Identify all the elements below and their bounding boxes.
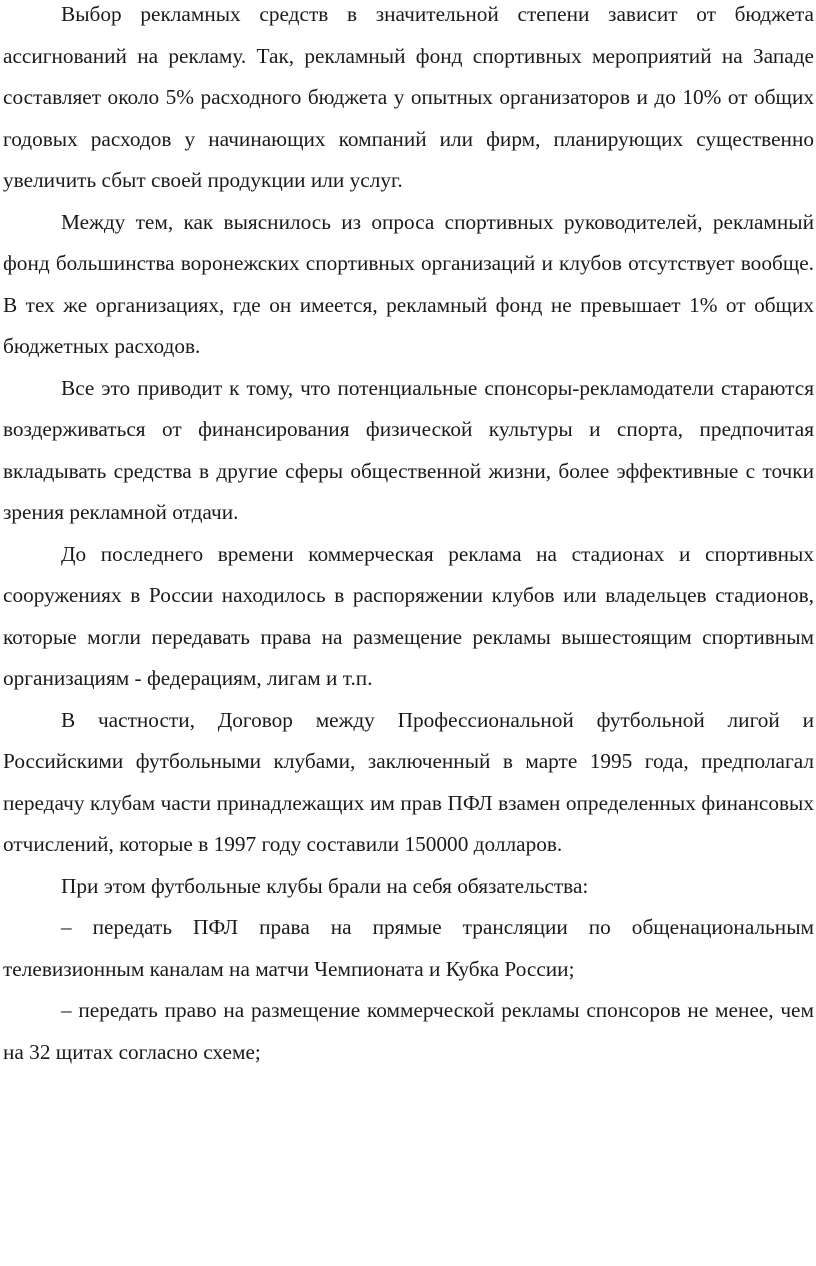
list-item-tv-rights: – передать ПФЛ права на прямые трансляции по общенациональным телевизионным каналам на матчи Чемпионата и Кубка России; bbox=[3, 915, 814, 981]
paragraph-advertising-budget: Выбор рекламных средств в значительной степени зависит от бюджета ассигнований на рекламу. Так, рекламный фонд спортивных мероприятий на Западе составляет около 5% расходного бюджета у опытных организаторов и до 10% от общих годовых расходов у начинающих компаний или фирм, планирующих существенно увеличить сбыт своей продукции или услуг. bbox=[3, 2, 814, 192]
paragraph-club-obligations-intro: При этом футбольные клубы брали на себя обязательства: bbox=[61, 873, 589, 898]
paragraph-sponsors-reluctance: Все это приводит к тому, что потенциальные спонсоры-рекламодатели стараются воздерживаться от финансирования физической культуры и спорта, предпочитая вкладывать средства в другие сферы общественной жизни, более эффективные с точки зрения рекламной отдачи. bbox=[3, 375, 814, 524]
paragraph-stadium-advertising: До последнего времени коммерческая реклама на стадионах и спортивных сооружениях в России находилось в распоряжении клубов или владельцев стадионов, которые могли передавать права на размещение рекламы вышестоящим спортивным организациям - федерациям, лигам и т.п. bbox=[3, 541, 814, 690]
paragraph-voronezh-survey: Между тем, как выяснилось из опроса спортивных руководителей, рекламный фонд большинства воронежских спортивных организаций и клубов отсутствует вообще. В тех же организациях, где он имеется, рекламный фонд не превышает 1% от общих бюджетных расходов. bbox=[3, 209, 814, 358]
paragraph-pfl-agreement: В частности, Договор между Профессиональной футбольной лигой и Российскими футбольными клубами, заключенный в марте 1995 года, предполагал передачу клубам части принадлежащих им прав ПФЛ взамен определенных финансовых отчислений, которые в 1997 году составили 150000 долларов. bbox=[3, 707, 814, 856]
list-item-billboard-rights: – передать право на размещение коммерческой рекламы спонсоров не менее, чем на 32 щитах согласно схеме; bbox=[3, 998, 814, 1064]
